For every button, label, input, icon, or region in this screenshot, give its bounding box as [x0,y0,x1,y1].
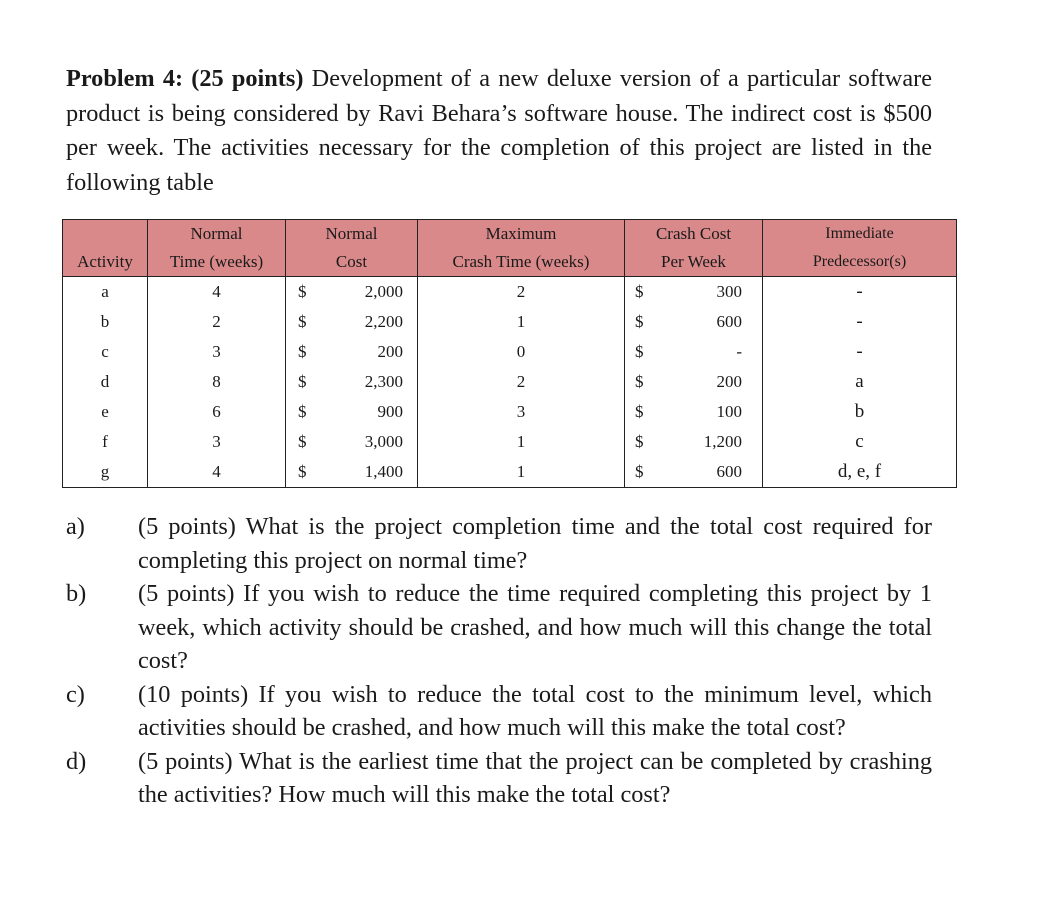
crash-cost-cell: 200 [716,372,742,391]
currency-cell: $ [286,457,343,488]
normal-time-cell: 8 [148,367,286,397]
question-label: a) [66,513,85,540]
activity-cell: e [63,397,148,427]
currency-cell: $ [625,397,676,427]
header-max-crash-top: Maximum [418,220,625,249]
currency-cell: $ [286,277,343,308]
problem-heading: Problem 4: (25 points) [66,65,304,92]
header-max-crash-time: Crash Time (weeks) [418,248,625,277]
crash-cost-cell: 600 [716,312,742,331]
max-crash-time-cell: 2 [418,277,625,308]
normal-time-cell: 4 [148,457,286,488]
header-normal-cost: Cost [286,248,418,277]
question-text: (5 points) If you wish to reduce the time required completing this project by 1 week, which activity should be crashed, and how much will this change the total cost? [138,580,932,674]
header-predecessor-top: Immediate [763,220,957,249]
table-row [63,367,957,397]
normal-cost-cell: 2,000 [364,282,403,301]
normal-cost-cell: 2,300 [364,372,403,391]
header-activity-top [63,220,148,249]
normal-time-cell: 2 [148,307,286,337]
question-text: (5 points) What is the project completion time and the total cost required for completing this project on normal time? [138,513,932,574]
crash-cost-cell: - [736,342,742,361]
currency-cell: $ [286,427,343,457]
table-row [63,277,957,308]
currency-cell: $ [286,307,343,337]
table-row [63,427,957,457]
header-crash-cost-top: Crash Cost [625,220,763,249]
currency-cell: $ [286,337,343,367]
question-label: c) [66,680,85,708]
predecessor-cell: - [763,337,957,367]
questions [66,510,932,812]
normal-time-cell: 3 [148,337,286,367]
max-crash-time-cell: 1 [418,427,625,457]
activity-cell: f [63,427,148,457]
predecessor-cell: - [763,307,957,337]
normal-cost-cell: 1,400 [342,457,418,488]
normal-cost-cell: 900 [377,402,403,421]
activity-table [62,219,957,488]
header-crash-cost: Per Week [625,248,763,277]
question-item [66,577,932,678]
problem-text: Development of a new deluxe version of a particular software product is being considered by Ravi Behara’s software house. The indirect cost is $500 per week. The activities necessary for the completion of this project are listed in the following table [66,65,932,196]
header-predecessor: Predecessor(s) [763,248,957,277]
currency-cell: $ [625,457,676,488]
max-crash-time-cell: 1 [418,457,625,488]
max-crash-time-cell: 3 [418,397,625,427]
normal-cost-cell: 2,200 [364,312,403,331]
question-text: (10 points) If you wish to reduce the total cost to the minimum level, which activities should be crashed, and how much will this make the total cost? [138,680,932,741]
crash-cost-cell: 300 [716,282,742,301]
question-item [66,678,932,745]
activity-cell: d [63,367,148,397]
question-item [66,745,932,812]
activity-cell: c [63,337,148,367]
predecessor-cell: - [763,277,957,308]
currency-cell: $ [625,277,676,308]
header-normal-time-top: Normal [148,220,286,249]
normal-time-cell: 4 [148,277,286,308]
currency-cell: $ [286,397,343,427]
question-item [66,510,932,577]
currency-cell: $ [286,367,343,397]
predecessor-cell: a [763,367,957,397]
activity-cell: a [63,277,148,308]
predecessor-cell: d, e, f [763,457,957,488]
max-crash-time-cell: 0 [418,337,625,367]
crash-cost-cell: 100 [716,402,742,421]
table-row [63,307,957,337]
currency-cell: $ [625,427,676,457]
normal-cost-cell: 3,000 [364,432,403,451]
predecessor-cell: b [763,397,957,427]
predecessor-cell: c [763,427,957,457]
header-normal-cost-top: Normal [286,220,418,249]
question-text: (5 points) What is the earliest time that the project can be completed by crashing the activities? How much will this make the total cost? [138,747,932,808]
question-label: d) [66,747,87,775]
header-normal-time: Time (weeks) [148,248,286,277]
activity-cell: g [63,457,148,488]
table-row [63,457,957,488]
question-label: b) [66,580,87,607]
normal-cost-cell: 200 [377,342,403,361]
max-crash-time-cell: 2 [418,367,625,397]
max-crash-time-cell: 1 [418,307,625,337]
activity-cell: b [63,307,148,337]
problem-statement [66,62,932,200]
header-activity: Activity [63,248,148,277]
table-row [63,337,957,367]
crash-cost-cell: 600 [675,457,763,488]
crash-cost-cell: 1,200 [703,432,742,451]
currency-cell: $ [625,367,676,397]
currency-cell: $ [625,307,676,337]
normal-time-cell: 6 [148,397,286,427]
currency-cell: $ [625,337,676,367]
table-row [63,397,957,427]
normal-time-cell: 3 [148,427,286,457]
